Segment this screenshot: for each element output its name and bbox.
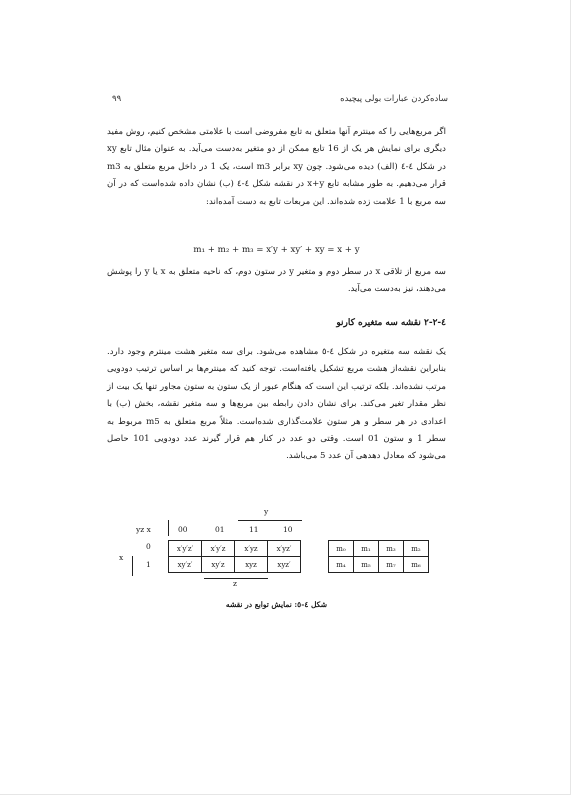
cell: m₀ [329, 541, 354, 557]
cell: x′yz′ [268, 541, 301, 557]
karnaugh-map-minterms [328, 540, 429, 573]
corner-label: yz x [136, 525, 151, 534]
row-header-0: 0 [146, 542, 151, 551]
y-bar [238, 520, 302, 521]
equation: m₁ + m₂ + m₃ = x′y + xy′ + xy = x + y [193, 245, 360, 255]
var-x-label: x [119, 553, 124, 562]
cell: xy′z [202, 557, 235, 573]
row-header-1: 1 [146, 560, 151, 569]
chapter-title: ساده‌کردن عبارات بولی پیچیده [340, 94, 448, 104]
table-row [169, 541, 301, 557]
col-header-10: 10 [283, 525, 293, 534]
cell: xyz [235, 557, 268, 573]
section-heading: ٤-٢-٢ نقشه سه متغیره کارنو [336, 318, 446, 328]
karnaugh-map-literals [168, 540, 301, 573]
paragraph-2: سه مربع از تلاقی x در سطر دوم و متغیر y در ستون دوم، که ناحیه متعلق به x یا y را پوشش می‌دهند، نیز به‌دست می‌آید. [107, 267, 447, 295]
col-header-01: 01 [215, 525, 225, 534]
col-header-00: 00 [178, 525, 188, 534]
paragraph-3: یک نقشه سه متغیره در شکل ٤-٥ مشاهده می‌شود. برای سه متغیر هشت مینترم وجود دارد. بنابراین نقشه‌از هشت مربع تشکیل یافته‌است. توجه کنید که مینترم‌ها بر اساس ترتیب دودویی مرتب نشده‌اند. بلکه ترتیب این است که هنگام عبور از یک ستون به ستون مجاور تنها یک بیت از نظر مقدار تغیر می‌کند. برای نشان دادن رابطه بین مربع‌ها و سه متغیر نقشه، بخش (ب) با اعدادی در هر سطر و هر ستون علامت‌گذاری شده‌است. مثلاً مربع متعلق به m5 مربوط به سطر 1 و ستون 01 است. وقتی دو عدد در کنار هم قرار گیرند عدد دودویی 101 حاصل می‌شود که معادل دهدهی آن عدد 5 می‌باشد. [107, 347, 447, 462]
cell: x′y′z [202, 541, 235, 557]
table-row [329, 557, 429, 573]
var-z-label: z [233, 579, 237, 588]
corner-divider [168, 520, 169, 536]
cell: m₄ [329, 557, 354, 573]
var-y-label: y [264, 507, 269, 516]
cell: x′y′z′ [169, 541, 202, 557]
cell: m₇ [379, 557, 404, 573]
cell: x′yz [235, 541, 268, 557]
paragraph-1: اگر مربع‌هایی را که مینترم آنها متعلق به تابع مفروضی است با علامتی مشخص کنیم، روش مفید دیگری برای نمایش هر یک از 16 تابع ممکن از دو متغیر به‌دست می‌آید. به عنوان مثال تابع xy در شکل ٤-٤ (الف) دیده می‌شود. چون xy برابر m3 است، یک 1 در داخل مربع متعلق به m3 قرار می‌دهیم. به طور مشابه تابع x+y در نقشه شکل ٤-٤ (ب) نشان داده شده‌است که در آن سه مربع با 1 علامت زده شده‌اند. این مربعات تابع به دست آمده‌اند: [107, 127, 446, 207]
page-number: ۹۹ [112, 94, 122, 104]
table-row [329, 541, 429, 557]
figure-caption: شکل ٤-٥: نمایش توابع در نقشه [225, 600, 328, 609]
cell: m₆ [404, 557, 429, 573]
cell: xy′z′ [169, 557, 202, 573]
x-bar [132, 556, 133, 576]
cell: xyz′ [268, 557, 301, 573]
cell: m₁ [354, 541, 379, 557]
cell: m₅ [354, 557, 379, 573]
cell: m₂ [404, 541, 429, 557]
col-header-11: 11 [249, 525, 259, 534]
cell: m₃ [379, 541, 404, 557]
table-row [169, 557, 301, 573]
running-header [112, 94, 448, 108]
